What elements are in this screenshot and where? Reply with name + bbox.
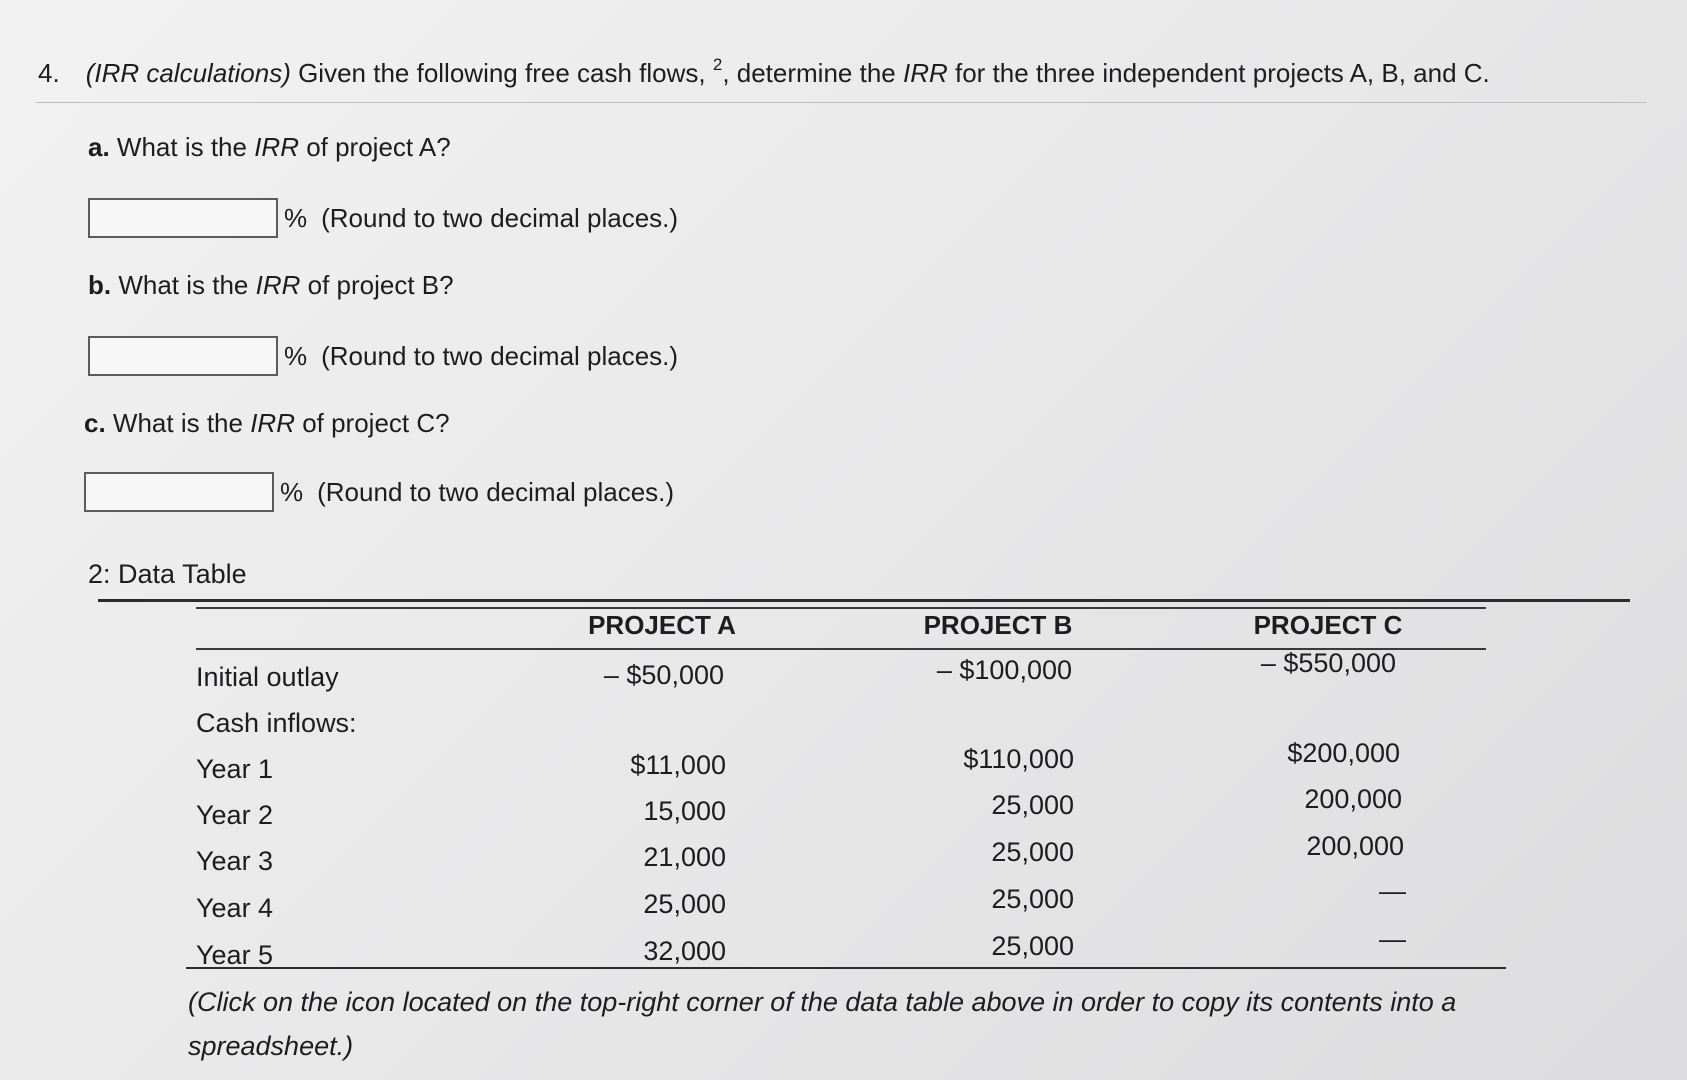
cell-b-year-2: 25,000 [991,790,1074,820]
part-text: What is the [109,132,255,162]
row-label-year-1: Year 1 [196,754,274,784]
percent-sign: % [284,202,308,233]
part-text: of project B? [300,270,454,300]
cell-a-year-2: 15,000 [643,796,726,826]
question-divider [36,102,1646,103]
cell-c-year-4: — [1379,876,1406,906]
percent-sign: % [284,340,308,371]
percent-sign: % [280,476,304,507]
row-label-year-2: Year 2 [196,800,274,830]
part-b-prompt [88,270,454,301]
cell-b-year-1: $110,000 [963,744,1074,774]
cell-b-year-4: 25,000 [991,884,1074,914]
row-label-year-5: Year 5 [196,940,274,970]
part-b-answer-row [88,336,678,376]
irr-a-input[interactable] [88,198,278,238]
data-table-link[interactable]: 2 [712,55,723,74]
cell-a-year-1: $11,000 [630,750,726,780]
cell-a-initial-outlay: – $50,000 [603,660,724,690]
part-a-prompt [88,132,451,163]
rounding-hint: (Round to two decimal places.) [317,476,675,507]
cell-a-year-4: 25,000 [643,889,726,919]
irr-term: IRR [254,132,299,162]
irr-term: IRR [255,270,301,300]
part-letter: a. [88,132,110,162]
part-letter: b. [88,270,112,300]
part-a-answer-row [88,198,678,238]
row-label-cash-inflows: Cash inflows: [196,708,357,738]
cell-b-year-3: 25,000 [991,837,1074,867]
question-text-part: , determine the [722,58,903,88]
question-text-part: for the three independent projects A, B, and C. [947,58,1490,88]
column-header-project-a: PROJECT A [588,610,736,640]
part-text: What is the [105,408,251,438]
question-number: 4. [38,58,60,88]
cell-b-initial-outlay: – $100,000 [936,655,1072,685]
cell-c-year-3: 200,000 [1306,831,1404,861]
irr-c-input[interactable] [84,472,274,512]
cell-a-year-5: 32,000 [643,936,726,966]
part-letter: c. [84,408,106,438]
table-top-rule [98,599,1630,602]
row-label-initial-outlay: Initial outlay [196,662,339,692]
question-text-part: Given the following free cash flows, [290,58,713,88]
row-label-year-4: Year 4 [196,893,274,923]
rounding-hint: (Round to two decimal places.) [321,202,679,233]
cell-b-year-5: 25,000 [991,931,1074,961]
question-text [38,56,1638,90]
irr-term: IRR [902,58,948,88]
cell-c-year-1: $200,000 [1287,738,1400,768]
column-header-project-b: PROJECT B [923,610,1073,640]
irr-b-input[interactable] [88,336,278,376]
table-inner-rule [196,607,1486,609]
part-c-answer-row [84,472,674,512]
part-text: of project C? [294,408,450,438]
cell-c-year-5: — [1379,924,1406,954]
cell-a-year-3: 21,000 [643,842,726,872]
irr-term: IRR [250,408,295,438]
part-text: of project A? [298,132,451,162]
part-c-prompt [84,408,450,439]
part-text: What is the [111,270,256,300]
data-table-title: 2: Data Table [88,559,247,589]
row-label-year-3: Year 3 [196,846,274,876]
column-header-project-c: PROJECT C [1253,610,1403,640]
rounding-hint: (Round to two decimal places.) [321,340,679,371]
cell-c-year-2: 200,000 [1304,784,1402,814]
table-bottom-rule [186,967,1506,969]
question-label: (IRR calculations) [85,58,291,88]
cell-c-initial-outlay: – $550,000 [1260,648,1396,678]
copy-instructions: (Click on the icon located on the top-right corner of the data table above in order to copy its contents into a spreadsheet.) [188,987,1457,1061]
